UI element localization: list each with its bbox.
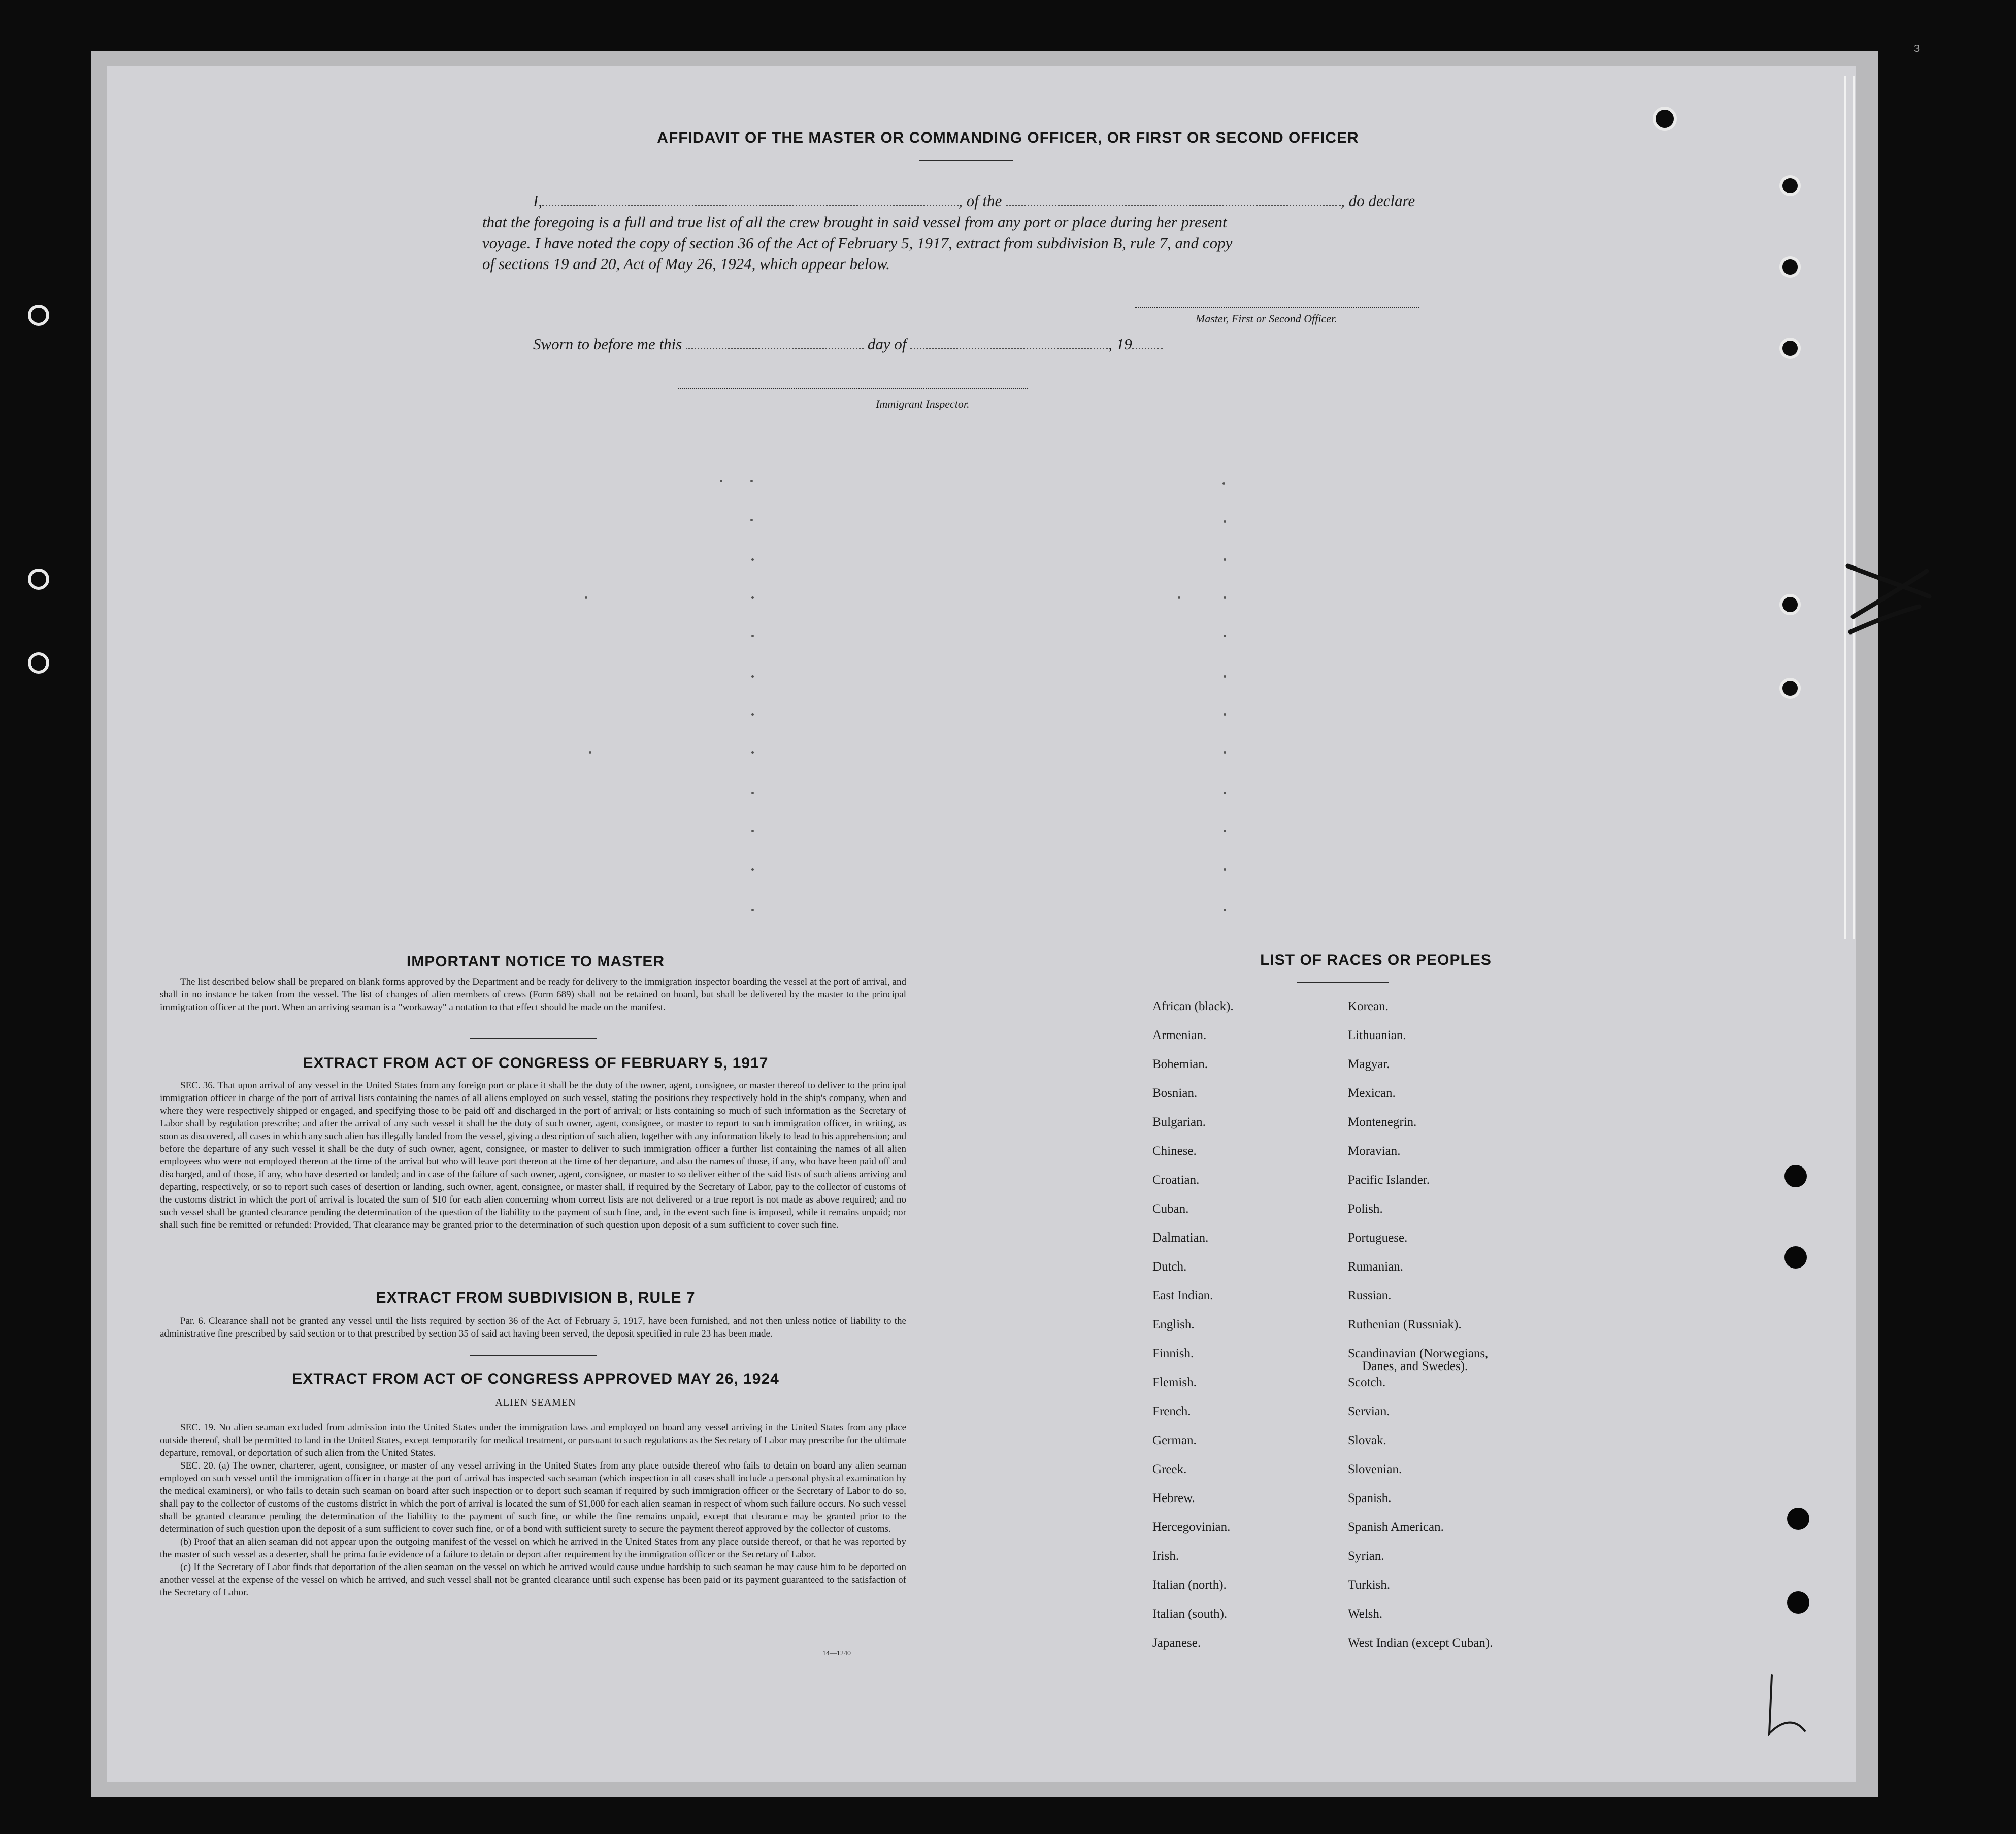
section-rule — [470, 1038, 597, 1039]
race-item: Dutch. — [1152, 1260, 1187, 1274]
race-item: Spanish. — [1348, 1491, 1392, 1505]
race-item: Rumanian. — [1348, 1260, 1404, 1274]
race-item: Italian (south). — [1152, 1607, 1228, 1621]
extract-1924-title: EXTRACT FROM ACT OF CONGRESS APPROVED MAY 26, 1924 — [292, 1371, 779, 1387]
binder-hole — [1779, 338, 1801, 359]
par-6-paragraph: Par. 6. Clearance shall not be granted any vessel until the lists required by section 36 of the Act of February 5, 1917, have been furnished, and not then unless notice of liability to the administrative fine prescribed by said section or to that prescribed by section 35 of said act having been served, the deposit specified in rule 23 has been made. — [160, 1316, 906, 1339]
inspector-caption: Immigrant Inspector. — [876, 397, 970, 410]
form-number: 14—1240 — [822, 1650, 851, 1657]
race-item: Ruthenian (Russniak). — [1348, 1318, 1462, 1331]
affidavit-of-the: , of the — [959, 192, 1002, 210]
race-item: Moravian. — [1348, 1144, 1401, 1158]
handwritten-scribble-icon — [1843, 556, 1934, 642]
race-item: Montenegrin. — [1348, 1115, 1417, 1129]
binder-hole — [1653, 107, 1677, 131]
race-item: Dalmatian. — [1152, 1231, 1209, 1245]
race-item: Servian. — [1348, 1405, 1390, 1418]
extract-1917-body — [160, 1079, 906, 1231]
inspector-signature-line[interactable] — [678, 388, 1028, 389]
race-item: Syrian. — [1348, 1549, 1384, 1563]
signature-line[interactable] — [1135, 307, 1419, 308]
races-left-column — [1152, 999, 1234, 1664]
race-item: Portuguese. — [1348, 1231, 1408, 1245]
binder-hole — [1779, 678, 1801, 699]
day-of-text: day of — [867, 335, 907, 353]
sec-20b-paragraph: (b) Proof that an alien seaman did not appear upon the outgoing manifest of the vessel on which he arrived in the United States from any place outside thereof, or that he was reported by the master of such vessel as a deserter, shall be prima facie evidence of a failure to detain or deport after requirement by the immigration officer or the Secretary of Labor. — [160, 1537, 906, 1560]
race-item: Mexican. — [1348, 1086, 1396, 1100]
race-item: Cuban. — [1152, 1202, 1189, 1216]
extract-1917-title: EXTRACT FROM ACT OF CONGRESS OF FEBRUARY 5, 1917 — [303, 1055, 769, 1072]
binder-hole — [1784, 1246, 1807, 1269]
name-blank[interactable] — [542, 205, 959, 206]
races-title-rule — [1297, 982, 1389, 983]
race-item: Italian (north). — [1152, 1578, 1227, 1592]
section-rule — [470, 1355, 597, 1356]
race-item: English. — [1152, 1318, 1195, 1331]
binder-hole — [1787, 1508, 1809, 1530]
race-item: Finnish. — [1152, 1347, 1194, 1360]
extract-rule7-title: EXTRACT FROM SUBDIVISION B, RULE 7 — [376, 1289, 696, 1306]
binder-hole — [1779, 256, 1801, 278]
affidavit-line-4: of sections 19 and 20, Act of May 26, 1924, which appear below. — [482, 255, 890, 273]
notice-body — [160, 976, 906, 1014]
race-item: Flemish. — [1152, 1376, 1197, 1389]
extract-1924-body — [160, 1421, 906, 1599]
sworn-text: Sworn to before me this — [533, 335, 682, 353]
title-rule — [919, 160, 1013, 161]
affidavit-line-1 — [533, 192, 1415, 210]
race-item: French. — [1152, 1405, 1191, 1418]
year-prefix: , 19 — [1108, 335, 1132, 353]
notice-title: IMPORTANT NOTICE TO MASTER — [406, 953, 665, 970]
race-item: Turkish. — [1348, 1578, 1391, 1592]
races-right-column — [1348, 999, 1493, 1664]
race-item: West Indian (except Cuban). — [1348, 1636, 1493, 1650]
binder-hole — [1787, 1591, 1809, 1614]
binder-hole — [28, 569, 49, 590]
binder-hole — [28, 652, 49, 674]
race-item: Bohemian. — [1152, 1057, 1208, 1071]
race-item: Russian. — [1348, 1289, 1392, 1303]
day-blank[interactable] — [686, 348, 864, 349]
race-item: Bosnian. — [1152, 1086, 1198, 1100]
affidavit-line-3: voyage. I have noted the copy of section 36 of the Act of February 5, 1917, extract from subdivision B, rule 7, and copy — [482, 234, 1233, 252]
binder-hole — [1784, 1165, 1807, 1187]
extract-rule7-body — [160, 1315, 906, 1340]
race-item: Croatian. — [1152, 1173, 1200, 1187]
race-item: Chinese. — [1152, 1144, 1197, 1158]
race-item: Welsh. — [1348, 1607, 1383, 1621]
vessel-blank[interactable] — [1006, 205, 1341, 206]
race-item: Slovak. — [1348, 1433, 1386, 1447]
race-item-scandinavian — [1348, 1346, 1493, 1375]
race-item-continuation: Danes, and Swedes). — [1362, 1359, 1468, 1373]
race-item: Lithuanian. — [1348, 1028, 1406, 1042]
race-item: Hercegovinian. — [1152, 1520, 1231, 1534]
month-blank[interactable] — [910, 348, 1108, 349]
affidavit-title: AFFIDAVIT OF THE MASTER OR COMMANDING OFFICER, OR FIRST OR SECOND OFFICER — [657, 129, 1359, 146]
sec-20c-paragraph: (c) If the Secretary of Labor finds that deportation of the alien seaman on the vessel on which he arrived would cause undue hardship to such seaman he may cause him to be deported on another vessel at the expense of the vessel on which he arrived, and such vessel shall not be granted clearance until such expense has been paid or its payment guaranteed to the satisfaction of the Secretary of Labor. — [160, 1562, 906, 1598]
race-item: Irish. — [1152, 1549, 1179, 1563]
race-item: Spanish American. — [1348, 1520, 1444, 1534]
binder-hole — [1779, 594, 1801, 615]
page-number: 3 — [1914, 43, 1920, 54]
affidavit-i: I, — [533, 192, 543, 210]
affidavit-do-declare: , do declare — [1341, 192, 1415, 210]
race-item: Polish. — [1348, 1202, 1383, 1216]
race-item: Magyar. — [1348, 1057, 1390, 1071]
affidavit-line-2: that the foregoing is a full and true list of all the crew brought in said vessel from any port or place during her present — [482, 213, 1227, 231]
race-item: Greek. — [1152, 1462, 1187, 1476]
race-item: Armenian. — [1152, 1028, 1207, 1042]
notice-paragraph: The list described below shall be prepared on blank forms approved by the Department and be ready for delivery to the immigration inspector boarding the vessel at the port of arrival, and shall in no instance be taken from the vessel. The list of changes of alien members of crews (Form 689) shall not be retained on board, but shall be delivered by the master to the principal immigration officer at the port. When an arriving seaman is a "workaway" a notation to that effect should be made on the manifest. — [160, 977, 906, 1013]
sec-19-paragraph: SEC. 19. No alien seaman excluded from admission into the United States under the immigration laws and employed on board any vessel arriving in the United States from any place outside thereof, shall be permitted to land in the United States, except temporarily for medical treatment, or pursuant to such regulations as the Secretary of Labor may prescribe for the ultimate departure, removal, or deportation of such alien from the United States. — [160, 1422, 906, 1458]
binder-hole — [1779, 175, 1801, 196]
binder-hole — [28, 305, 49, 326]
race-item: Pacific Islander. — [1348, 1173, 1430, 1187]
alien-seamen-subtitle: ALIEN SEAMEN — [495, 1397, 576, 1408]
race-item: Slovenian. — [1348, 1462, 1402, 1476]
race-item: African (black). — [1152, 999, 1234, 1013]
race-item: Bulgarian. — [1152, 1115, 1206, 1129]
race-item: East Indian. — [1152, 1289, 1213, 1303]
signature-caption: Master, First or Second Officer. — [1196, 312, 1337, 325]
sec-20a-paragraph: SEC. 20. (a) The owner, charterer, agent, consignee, or master of any vessel arriving in the United States from any place outside thereof who fails to detain on board any alien seaman employed on such vessel until the immigration officer in charge at the port of arrival has inspected such seaman (which inspection in all cases shall include a personal physical examination by the medical examiners), or who fails to detain such seaman on board after such inspection or to deport such seaman if required by such immigration officer or the Secretary of Labor to do so, shall pay to the collector of customs of the customs district in which the port of arrival is located the sum of $1,000 for each alien seaman in respect of whom such failure occurs. No such vessel shall be granted clearance pending the determination of the liability to the payment of such fine, or while the fine remains unpaid, except that clearance may be granted prior to the determination of such question upon the deposit of a sum sufficient to cover such fine, or of a bond with sufficient surety to secure the payment thereof approved by the collector of customs. — [160, 1460, 906, 1535]
race-item: Scotch. — [1348, 1376, 1386, 1389]
race-item: Japanese. — [1152, 1636, 1201, 1650]
race-item: Hebrew. — [1152, 1491, 1195, 1505]
sworn-line — [533, 335, 1163, 353]
sheet-edge-line — [1853, 76, 1855, 939]
race-item: Korean. — [1348, 999, 1389, 1013]
year-blank[interactable] — [1132, 348, 1163, 349]
race-item: German. — [1152, 1433, 1197, 1447]
sheet-edge-line — [1844, 76, 1846, 939]
races-title: LIST OF RACES OR PEOPLES — [1260, 952, 1492, 969]
sec-36-paragraph: SEC. 36. That upon arrival of any vessel in the United States from any foreign port or place it shall be the duty of the owner, agent, consignee, or master thereof to deliver to the principal immigration officer in charge of the port of arrival lists containing the names of all aliens employed on such vessel, stating the positions they respectively hold in the ship's company, when and where they were respectively shipped or engaged, and specifying those to be paid off and discharged in the port of arrival; or lists containing so much of such information as the Secretary of Labor shall by regulation prescribe; and after the arrival of any such vessel it shall be the duty of such owner, agent, consignee, or master to report to such immigration officer, in writing, as soon as discovered, all cases in which any such alien has illegally landed from the vessel, giving a description of such alien, together with any information likely to lead to his apprehension; and before the departure of any such vessel it shall be the duty of such owner, agent, consignee, or master to deliver to such immigration officer a further list containing the names of all alien employees who were not employed thereon at the time of the arrival but who will leave port thereon at the time of her departure, and also the names of those, if any, who have been paid off and discharged, and of those, if any, who have deserted or landed; and in case of the failure of such owner, agent, consignee, or master to so deliver either of the said lists of such aliens arriving and departing, respectively, or so to report such cases of desertion or landing, such owner, agent, consignee, or master shall, if required by the Secretary of Labor, pay to the collector of customs of the customs district in which the port of arrival is located the sum of $10 for each alien concerning whom correct lists are not delivered or a true report is not made as above required; and no such vessel shall be granted clearance pending the determination of the question of the liability to the payment of such fine, and, in the event such fine is imposed, while it remains unpaid; nor shall such fine be remitted or refunded: Provided, That clearance may be granted prior to the determination of such question upon deposit of a sum sufficient to cover such fine. — [160, 1080, 906, 1230]
handwritten-mark-icon — [1757, 1670, 1812, 1741]
race-item: Scandinavian (Norwegians, — [1348, 1347, 1489, 1360]
